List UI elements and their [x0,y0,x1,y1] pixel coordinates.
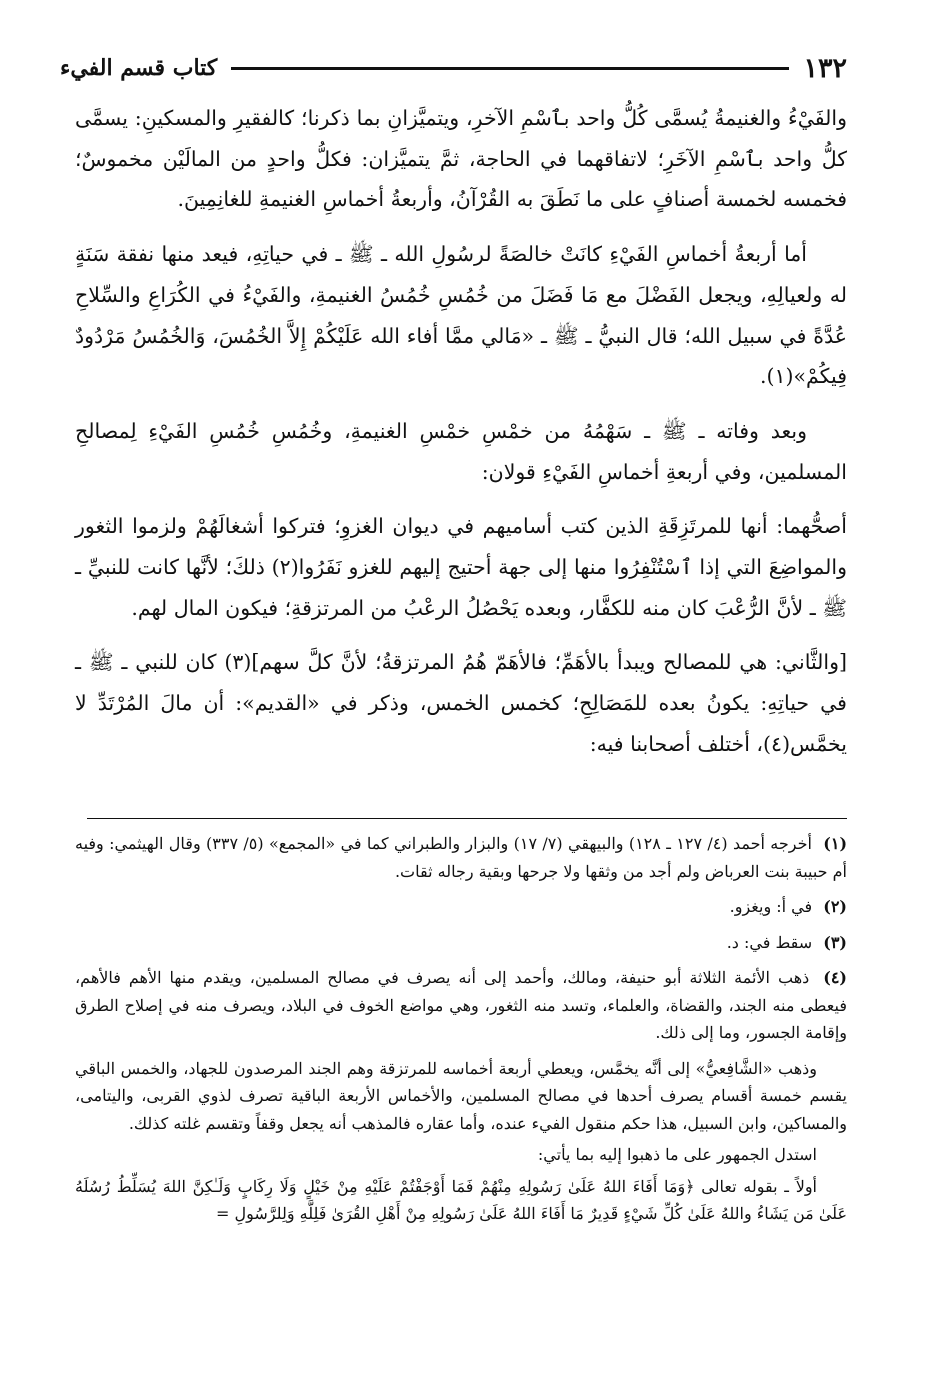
footnote-number: (٤) [823,968,847,987]
footnote-text: في أ: ويغزو. [729,897,813,916]
paragraph: أما أربعةُ أخماسِ الفَيْءِ كانَتْ خالصَةً لرسُولِ الله ـ ﷺ ـ في حياتِهِ، فيعد منها نفقة سَنَةٍ له ولعيالِهِ، ويجعل الفَضْلَ مع مَا فَضَلَ من خُمُسِ خُمُسُ الغنيمةِ، والفَيْءُ في الكُرَاعِ والسِّلاحِ عُدَّةً في سبيل الله؛ قال النبيُّ ـ ﷺ ـ «مَالي ممَّا أفاء الله عَلَيْكُمْ إِلاَّ الخُمُسَ، وَالخُمُسُ مَرْدُودٌ فِيكُمْ»(١). [75,242,847,389]
paragraph: والفَيْءُ والغنيمةُ يُسمَّى كُلُّ واحد بٱسْمِ الآخرِ، ويتميَّزانِ بما ذكرنا؛ كالفقيرِ والمسكينِ: يسمَّى كلُّ واحد بٱسْمِ الآخَرِ؛ لاتفاقهما في الحاجة، ثمَّ يتميَّزان: فكلُّ واحدٍ من المالَيْن مخموسٌ؛ فخمسه لخمسة أصنافٍ على ما نَطَقَ به القُرْآنُ، وأربعةُ أخماسِ الغنيمةِ للغانِمِينَ. [75,106,847,212]
footnotes [75,830,847,1232]
footnote-continuation: أولاً ـ بقوله تعالى ﴿وَمَا أَفَاءَ اللهُ عَلَىٰ رَسُولِهِ مِنْهُمْ فَمَا أَوْجَفْتُمْ عَلَيْهِ مِنْ خَيْلٍ وَلَا رِكَابٍ وَلَـٰكِنَّ اللهَ يُسَلِّطُ رُسُلَهُ عَلَىٰ مَن يَشَاءُ واللهُ عَلَىٰ كُلِّ شَيْءٍ قَدِيرٌ مَا أَفَاءَ اللهُ عَلَىٰ رَسُولِهِ مِنْ أَهْلِ القُرَىٰ فَلِلَّهِ وَلِلرَّسُولِ = [75,1176,847,1223]
footnote [75,929,847,957]
book-title: كتاب قسم الفيء [60,55,218,81]
main-text [75,98,847,779]
footnote-continuation: استدل الجمهور على ما ذهبوا إليه بما يأتي: [537,1145,817,1164]
paragraph: وبعد وفاته ـ ﷺ ـ سَهْمُهُ من خمْسِ خمْسِ الغنيمةِ، وخُمُسِ خُمُسِ الفَيْءِ لِمصالحِ المسلمين، وفي أربعةِ أخماسِ الفَيْءِ قولان: [75,418,847,484]
footnote [75,893,847,921]
footnote [75,830,847,885]
paragraph: أصحُّهما: أنها للمرتَزِقَةِ الذين كتب أساميهم في ديوان الغزوِ؛ فتركوا أشغالَهُمْ ولزموا الثغور والمواضِعَ التي إذا ٱسْتُنْفِرُوا منها إلى جهة أحتيج إليهم للغزو نَفَرُوا(٢) ذلكَ؛ لأنَّها كانت للنبيِّ ـ ﷺ ـ لأنَّ الرُّعْبَ كان منه للكفَّار، وبعده يَحْصُلُ الرعْبُ من المرتزقةِ؛ فيكون المال لهم. [75,514,847,620]
footnote [75,964,847,1047]
footnote-separator [87,818,847,819]
footnote-text: أخرجه أحمد (٤/ ١٢٧ ـ ١٢٨) والبيهقي (٧/ ١٧) والبزار والطبراني كما في «المجمع» (٥/ ٣٣٧) وقال الهيثمي: وفيه أم حبيبة بنت العرباض ولم أجد من وثقها ولا جرحها وبقية رجاله ثقات. [75,834,847,881]
page-header [60,48,847,88]
footnote-continuation: وذهب «الشَّافِعيُّ» إلى أنَّه يخمَّس، ويعطي أربعة أخماسه للمرتزقة وهم الجند المرصدون للجهاد، والخمس الباقي يقسم خمسة أقسام يصرف أحدها في مصالح المسلمين، والأخماس الأربعة الباقية تصرف لذوي القربى، واليتامى، والمساكين، وابن السبيل، هذا حكم منقول الفيء عنده، وأما عقاره فالمذهب أنه يجعل وقفاً وتقسم غلته كذلك. [75,1058,847,1133]
paragraph: [والثَّاني: هي للمصالح ويبدأ بالأهَمِّ؛ فالأهَمّ هُمُ المرتزقةُ؛ لأنَّ كلَّ سهم](٣) كان للنبي ـ ﷺ ـ في حياتِهِ: يكونُ بعده للمَصَالِحِ؛ كخمس الخمس، وذكر في «القديم»: أن مالَ المُرْتَدِّ لا يخمَّس(٤)، أختلف أصحابنا فيه: [75,650,847,756]
page-number: ١٣٢ [803,52,847,84]
footnote-text: سقط في: د. [726,932,813,952]
header-rule [231,67,789,70]
footnote-number: (٣) [823,932,847,952]
footnote-number: (١) [823,834,848,853]
footnote-number: (٢) [823,897,847,916]
footnote-text: ذهب الأئمة الثلاثة أبو حنيفة، ومالك، وأحمد إلى أنه يصرف في مصالح المسلمين، ويقدم منها الأهم فالأهم، فيعطى منه الجند، والقضاة، والعلماء، وتسد منه الثغور، وهي مواضع الخوف في البلاد، ويصرف منه في إصلاح الطرق وإقامة الجسور، وما إلى ذلك. [75,968,848,1042]
